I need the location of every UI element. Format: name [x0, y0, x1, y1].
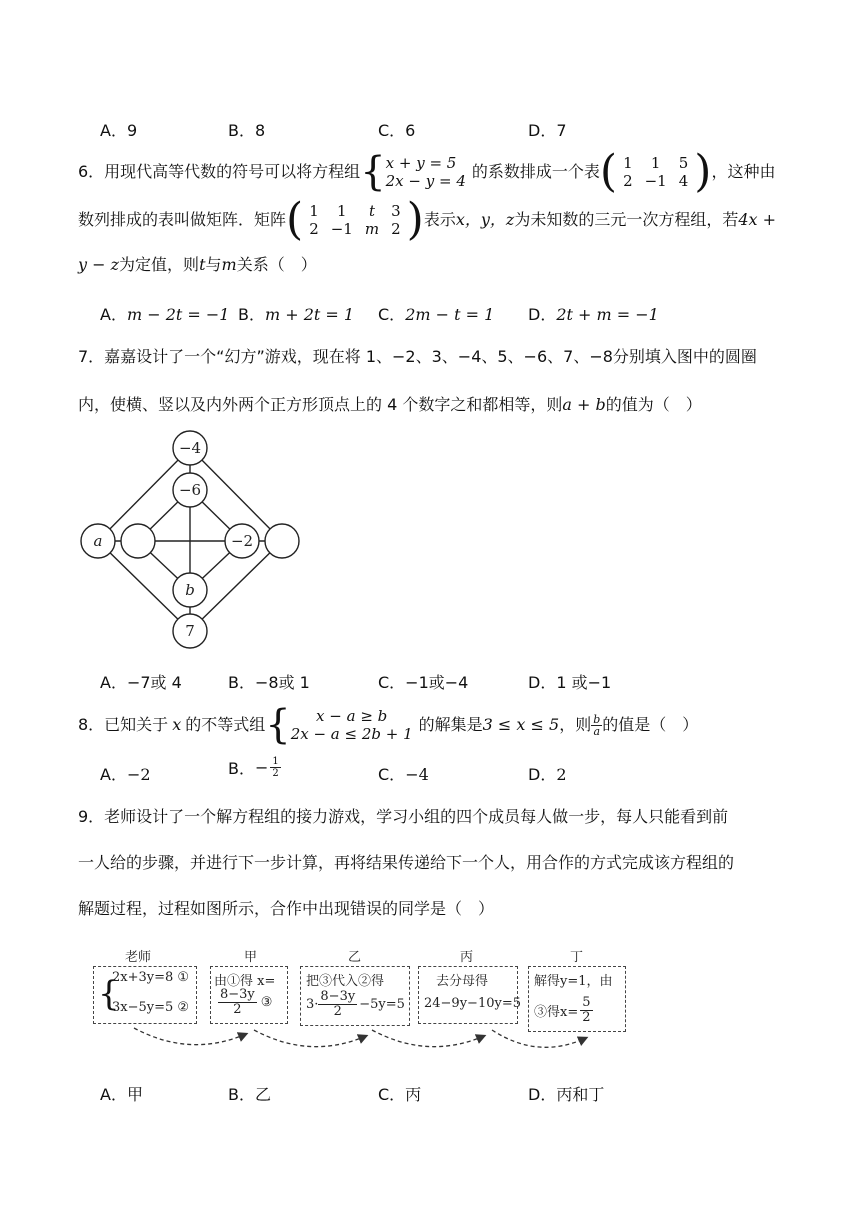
- q8-var-x: x: [172, 715, 182, 734]
- q7-option-d[interactable]: D．1 或−1: [528, 673, 612, 692]
- q6-text-3d: 与: [205, 255, 222, 274]
- q6-text-3b: 为定值，则: [119, 255, 200, 274]
- label-bottom-outer: 7: [185, 622, 195, 640]
- q6-option-c[interactable]: [378, 302, 494, 325]
- option-expr: −: [254, 758, 269, 777]
- q6-text-1a: 6．用现代高等代数的符号可以将方程组: [78, 162, 361, 181]
- q5-option-d[interactable]: D．7: [528, 121, 567, 140]
- q6-option-a[interactable]: [100, 302, 229, 325]
- option-fraction: [270, 756, 280, 779]
- matrix-cell: 1: [623, 154, 633, 172]
- q9-line-2: 一人给的步骤，并进行下一步计算，再将结果传递给下一个人，用合作的方式完成该方程组的: [78, 853, 735, 872]
- frac-denominator: 2: [272, 768, 279, 779]
- label-ding: 丁: [570, 950, 584, 965]
- q8-option-c[interactable]: [378, 762, 429, 785]
- option-label: C．: [378, 305, 406, 324]
- matrix-cell: −1: [330, 220, 353, 238]
- q6-line-1: [78, 146, 776, 197]
- q6-brace: {: [360, 149, 386, 195]
- q9-option-c[interactable]: C．丙: [378, 1085, 422, 1104]
- q5-option-a[interactable]: A．9: [100, 121, 138, 140]
- q8-inequality-system: [291, 707, 413, 743]
- q6-expr-4x: 4x +: [738, 210, 777, 229]
- frac-numerator: 8−3y: [220, 987, 255, 1002]
- q5-option-c[interactable]: C．6: [378, 121, 416, 140]
- q6-equation-system: [386, 154, 466, 190]
- q8-text-e: 的值是（ ）: [602, 715, 699, 734]
- q7-text-2a: 内，使横、竖以及内外两个正方形顶点上的 4 个数字之和都相等，则: [78, 395, 563, 414]
- frac-numerator: 1: [272, 756, 279, 767]
- q6-matrix1-rparen: ): [694, 146, 712, 197]
- q6-text-3f: 关系（ ）: [236, 255, 317, 274]
- q6-matrix2-rparen: ): [406, 194, 424, 245]
- frac-numerator: 8−3y: [320, 989, 356, 1004]
- label-left-outer: a: [93, 532, 103, 550]
- q8-brace: {: [265, 702, 291, 748]
- q6-matrix2-lparen: (: [286, 194, 304, 245]
- q7-line-1: 7．嘉嘉设计了一个“幻方”游戏，现在将 1、−2、3、−4、5、−6、7、−8分别填入图中的圆圈: [78, 347, 757, 366]
- label-right-inner: −2: [230, 532, 254, 550]
- matrix-cell: −1: [644, 172, 667, 190]
- q9-line-1: 9．老师设计了一个解方程组的接力游戏，学习小组的四个成员每人做一步，每人只能看到前: [78, 807, 729, 826]
- yi-post: −5y=5: [359, 997, 405, 1012]
- q6-expr-yz: y − z: [78, 255, 120, 274]
- bing-step-2: 24−9y−10y=5: [424, 996, 521, 1011]
- teacher-brace: {: [98, 974, 120, 1014]
- q7-option-b[interactable]: B．−8或 1: [228, 673, 310, 692]
- frac-denominator: 2: [333, 1004, 342, 1019]
- q6-line-3: [78, 254, 317, 276]
- q8-sys-row-2: 2x − a ≤ 2b + 1: [290, 725, 413, 743]
- q8-text-a: 8．已知关于: [78, 715, 169, 734]
- q8-option-a[interactable]: [100, 762, 151, 785]
- matrix-cell: t: [368, 202, 375, 220]
- option-expr: m + 2t = 1: [264, 305, 355, 324]
- option-expr: m − 2t = −1: [126, 305, 230, 324]
- q8-line-1: [78, 704, 698, 746]
- circle-right-outer[interactable]: [265, 524, 299, 558]
- label-top-inner: −6: [178, 481, 202, 499]
- q7-option-c[interactable]: C．−1或−4: [378, 673, 469, 692]
- q9-option-d[interactable]: D．丙和丁: [528, 1085, 605, 1104]
- q8-text-b: 的不等式组: [185, 715, 266, 734]
- matrix-cell: 1: [337, 202, 347, 220]
- arrow-teacher-to-jia: [134, 1028, 246, 1045]
- matrix-cell: 4: [678, 172, 689, 190]
- q6-matrix-1: [617, 154, 694, 190]
- teacher-eq-2: 3x−5y=5 ②: [112, 1000, 190, 1015]
- teacher-eq-1: 2x+3y=8 ①: [112, 970, 190, 985]
- label-jia: 甲: [244, 950, 258, 965]
- yi-step-2: [306, 990, 405, 1019]
- matrix-cell: 3: [391, 202, 401, 220]
- matrix-cell: 2: [623, 172, 633, 190]
- option-expr: −2: [126, 765, 151, 784]
- q9-option-b[interactable]: B．乙: [228, 1085, 271, 1104]
- jia-fraction: [218, 988, 257, 1017]
- q6-text-1b: 的系数排成一个表: [471, 162, 600, 181]
- q6-text-2a: 数列排成的表叫做矩阵．矩阵: [78, 210, 287, 229]
- q8-option-d[interactable]: [528, 762, 567, 785]
- frac-numerator: 5: [582, 995, 591, 1010]
- frac-denominator: 2: [582, 1010, 591, 1025]
- relay-arrows: [120, 1020, 600, 1060]
- q6-option-d[interactable]: [528, 302, 659, 325]
- q6-var-m: m: [221, 255, 237, 274]
- q6-option-b[interactable]: [238, 302, 354, 325]
- matrix-cell: m: [364, 220, 380, 238]
- ding-step-1: 解得y=1，由: [534, 974, 613, 989]
- option-label: C．: [378, 765, 406, 784]
- q7-option-a[interactable]: A．−7或 4: [100, 673, 182, 692]
- option-label: B．: [238, 305, 265, 324]
- ding-pre: ③得x=: [534, 1005, 579, 1020]
- q6-text-2b: 表示: [423, 210, 456, 229]
- option-label: A．: [100, 765, 127, 784]
- label-teacher: 老师: [125, 950, 152, 965]
- q8-text-c: 的解集是: [418, 715, 483, 734]
- q6-sys-row-1: x + y = 5: [385, 154, 457, 172]
- bing-step-1: 去分母得: [436, 974, 489, 989]
- yi-pre: 3·: [306, 997, 319, 1012]
- jia-step-1: 由①得 x=: [214, 974, 276, 989]
- arrow-bing-to-ding: [492, 1030, 586, 1047]
- circle-left-inner[interactable]: [121, 524, 155, 558]
- frac-denominator: a: [593, 724, 601, 738]
- q6-vars: x，y，z: [455, 210, 515, 229]
- q8-fraction-b-over-a: [591, 714, 602, 737]
- matrix-cell: 2: [309, 220, 319, 238]
- label-bing: 丙: [460, 950, 474, 965]
- q7-line-2: [78, 394, 702, 416]
- q6-var-t: t: [199, 255, 206, 274]
- q9-line-3: 解题过程，过程如图所示，合作中出现错误的同学是（ ）: [78, 899, 495, 918]
- yi-step-1: 把③代入②得: [306, 974, 385, 989]
- yi-fraction: [318, 990, 357, 1019]
- q6-matrix-2: [303, 202, 406, 238]
- q7-expr-ab: a + b: [562, 395, 606, 414]
- q5-option-b[interactable]: B．8: [228, 121, 266, 140]
- arrow-jia-to-yi: [254, 1030, 366, 1047]
- matrix-cell: 1: [309, 202, 319, 220]
- arrow-yi-to-bing: [372, 1030, 484, 1047]
- option-label: A．: [100, 305, 127, 324]
- q7-magic-square-figure: [70, 424, 310, 660]
- option-label: B．: [228, 759, 255, 778]
- jia-tag: ③: [260, 995, 273, 1010]
- option-expr: −4: [405, 765, 429, 784]
- option-expr: 2: [556, 765, 567, 784]
- q6-sys-row-2: 2x − y = 4: [385, 172, 466, 190]
- label-bottom-inner: b: [185, 581, 195, 599]
- option-expr: 2m − t = 1: [405, 305, 495, 324]
- q7-text-2c: 的值为（ ）: [605, 395, 702, 414]
- jia-step-2: [218, 988, 272, 1017]
- matrix-cell: 1: [650, 154, 661, 172]
- option-label: D．: [528, 305, 557, 324]
- label-top-outer: −4: [178, 439, 202, 457]
- q6-text-1c: ，这种由: [711, 162, 776, 181]
- label-yi: 乙: [348, 950, 362, 965]
- q6-matrix1-lparen: (: [599, 146, 618, 197]
- q8-range: 3 ≤ x ≤ 5: [482, 715, 560, 734]
- option-label: D．: [528, 765, 557, 784]
- q6-text-2d: 为未知数的三元一次方程组，若: [514, 210, 739, 229]
- matrix-cell: 5: [678, 154, 689, 172]
- q6-line-2: [78, 194, 777, 245]
- matrix-cell: 2: [391, 220, 401, 238]
- q8-sys-row-1: x − a ≥ b: [316, 707, 388, 725]
- q9-option-a[interactable]: A．甲: [100, 1085, 143, 1104]
- q8-option-b[interactable]: [228, 756, 281, 779]
- option-expr: 2t + m = −1: [556, 305, 659, 324]
- frac-numerator: b: [593, 712, 601, 726]
- q8-text-d: ，则: [559, 715, 592, 734]
- frac-denominator: 2: [233, 1002, 242, 1017]
